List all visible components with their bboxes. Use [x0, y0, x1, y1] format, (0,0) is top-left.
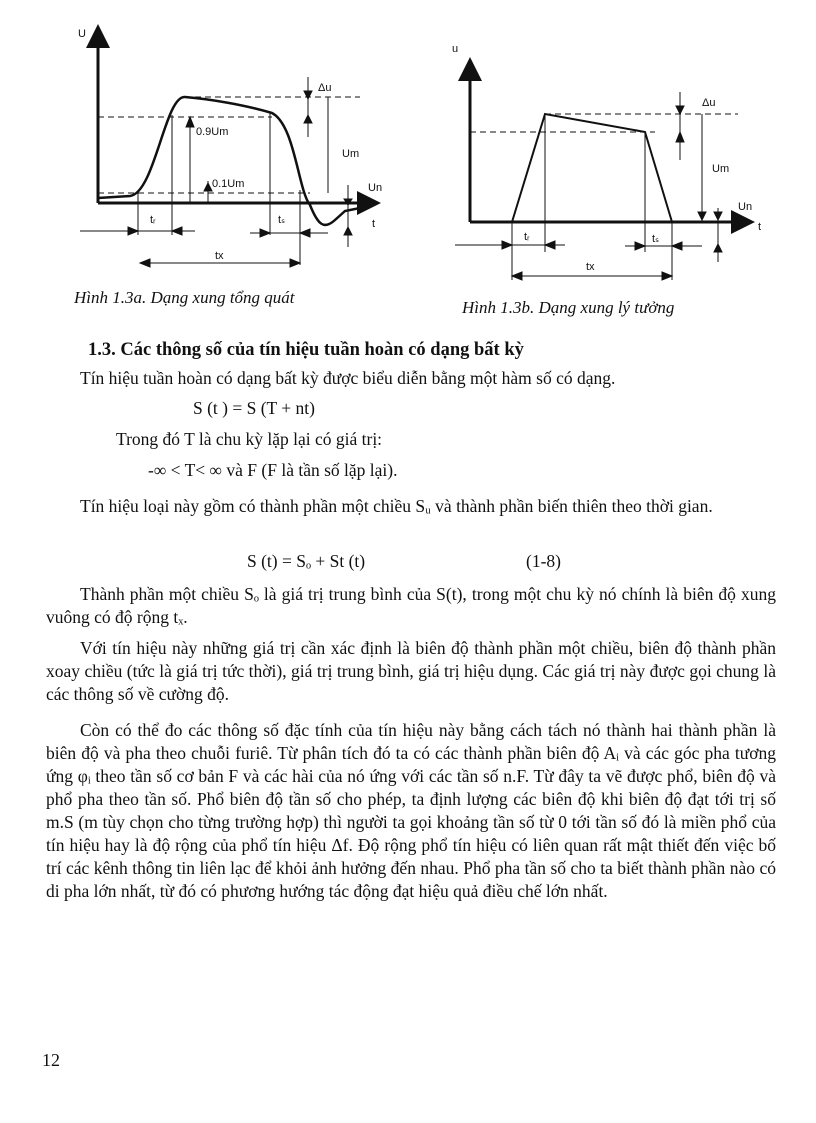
paragraph-2: [46, 428, 776, 451]
p5: Với tín hiệu này những giá trị cần xác định là biên độ thành phần một chiều, biên độ thành phần xoay chiều (tức là giá trị tức thời), giá trị trung bình, giá trị hiệu dụng. Các giá trị này được gọi chung là các thông số về cường độ.: [46, 638, 776, 704]
pulse-waveform: [98, 97, 360, 225]
equation-3: S (t) = Sₒ + St (t): [247, 551, 366, 571]
fig-a-axis-y: U: [78, 28, 86, 40]
p3: Tín hiệu loại này gồm có thành phần một chiều Sᵤ và thành phần biến thiên theo thời gian.: [80, 496, 713, 516]
fig-b-ts: tₛ: [652, 233, 660, 245]
ideal-pulse: [512, 114, 672, 222]
p6: Còn có thể đo các thông số đặc tính của tín hiệu này bằng cách tách nó thành hai thành phần là biên độ và pha theo chuỗi furiê. Từ phân tích đó ta có các thành phần biên độ Aᵢ và các góc pha tương ứng φᵢ theo tần số cơ bản F và các hài của nó ứng với các tần số n.F. Từ đây ta vẽ được phổ, biên độ và phổ pha theo tần số. Phổ biên độ tần số cho phép, ta định lượng các biên độ khi biên độ đạt tới trị số m.S (m tùy chọn cho từng trường hợp) thì người ta gọi khoảng tần số từ 0 tới tần số đó là miền phổ của tín hiệu hay là độ rộng của phổ tín hiệu Δf. Độ rộng phổ tín hiệu có liên quan rất mật thiết đến việc bố trí các kênh thông tin liên lạc để khỏi ảnh hưởng đến nhau. Phổ pha tần số cho ta biết thành phần nào có di pha lớn nhất, từ đó có phương hướng tác động đạt hiệu quả điều chế lớn nhất.: [46, 720, 776, 901]
equation-3-number: (1-8): [526, 551, 561, 571]
fig-b-axis-t: t: [758, 221, 762, 233]
fig-b-un: Un: [738, 201, 753, 213]
paragraph-4: [46, 583, 776, 629]
page-number: 12: [42, 1050, 60, 1070]
fig-a-axis-t: t: [372, 218, 376, 230]
fig-a-um: Um: [342, 148, 360, 160]
fig-a-tr: tᵣ: [150, 214, 156, 226]
fig-a-un: Un: [368, 182, 383, 194]
fig-a-delta-u: Δu: [318, 82, 332, 94]
caption-figure-b: Hình 1.3b. Dạng xung lý tưởng: [462, 298, 675, 317]
paragraph-3: [46, 495, 776, 518]
paragraph-6: [46, 719, 776, 903]
p1: Tín hiệu tuần hoàn có dạng bất kỳ được biểu diễn bằng một hàm số có dạng.: [80, 368, 616, 388]
fig-b-delta-u: Δu: [702, 97, 716, 109]
section-heading: 1.3. Các thông số của tín hiệu tuần hoàn có dạng bất kỳ: [88, 340, 524, 360]
fig-a-level-09: 0.9Um: [196, 126, 229, 138]
figure-1-3b: [440, 30, 780, 290]
fig-b-um: Um: [712, 163, 730, 175]
paragraph-1: [46, 367, 776, 390]
caption-figure-a: Hình 1.3a. Dạng xung tổng quát: [74, 288, 295, 307]
figure-1-3a: [60, 15, 400, 285]
fig-b-tr: tᵣ: [524, 231, 530, 243]
p2: Trong đó T là chu kỳ lặp lại có giá trị:: [116, 429, 383, 449]
fig-a-level-01: 0.1Um: [212, 178, 245, 190]
equation-2: -∞ < T< ∞ và F (F là tần số lặp lại).: [148, 460, 398, 480]
fig-a-tx: tx: [215, 250, 224, 262]
paragraph-5: [46, 637, 776, 706]
fig-a-ts: tₛ: [278, 214, 286, 226]
fig-b-axis-y: u: [452, 43, 459, 55]
fig-b-tx: tx: [586, 261, 595, 273]
equation-1: S (t ) = S (T + nt): [193, 398, 315, 418]
p4: Thành phần một chiều Sₒ là giá trị trung bình của S(t), trong một chu kỳ nó chính là biên độ xung vuông có độ rộng tₓ.: [46, 584, 776, 627]
